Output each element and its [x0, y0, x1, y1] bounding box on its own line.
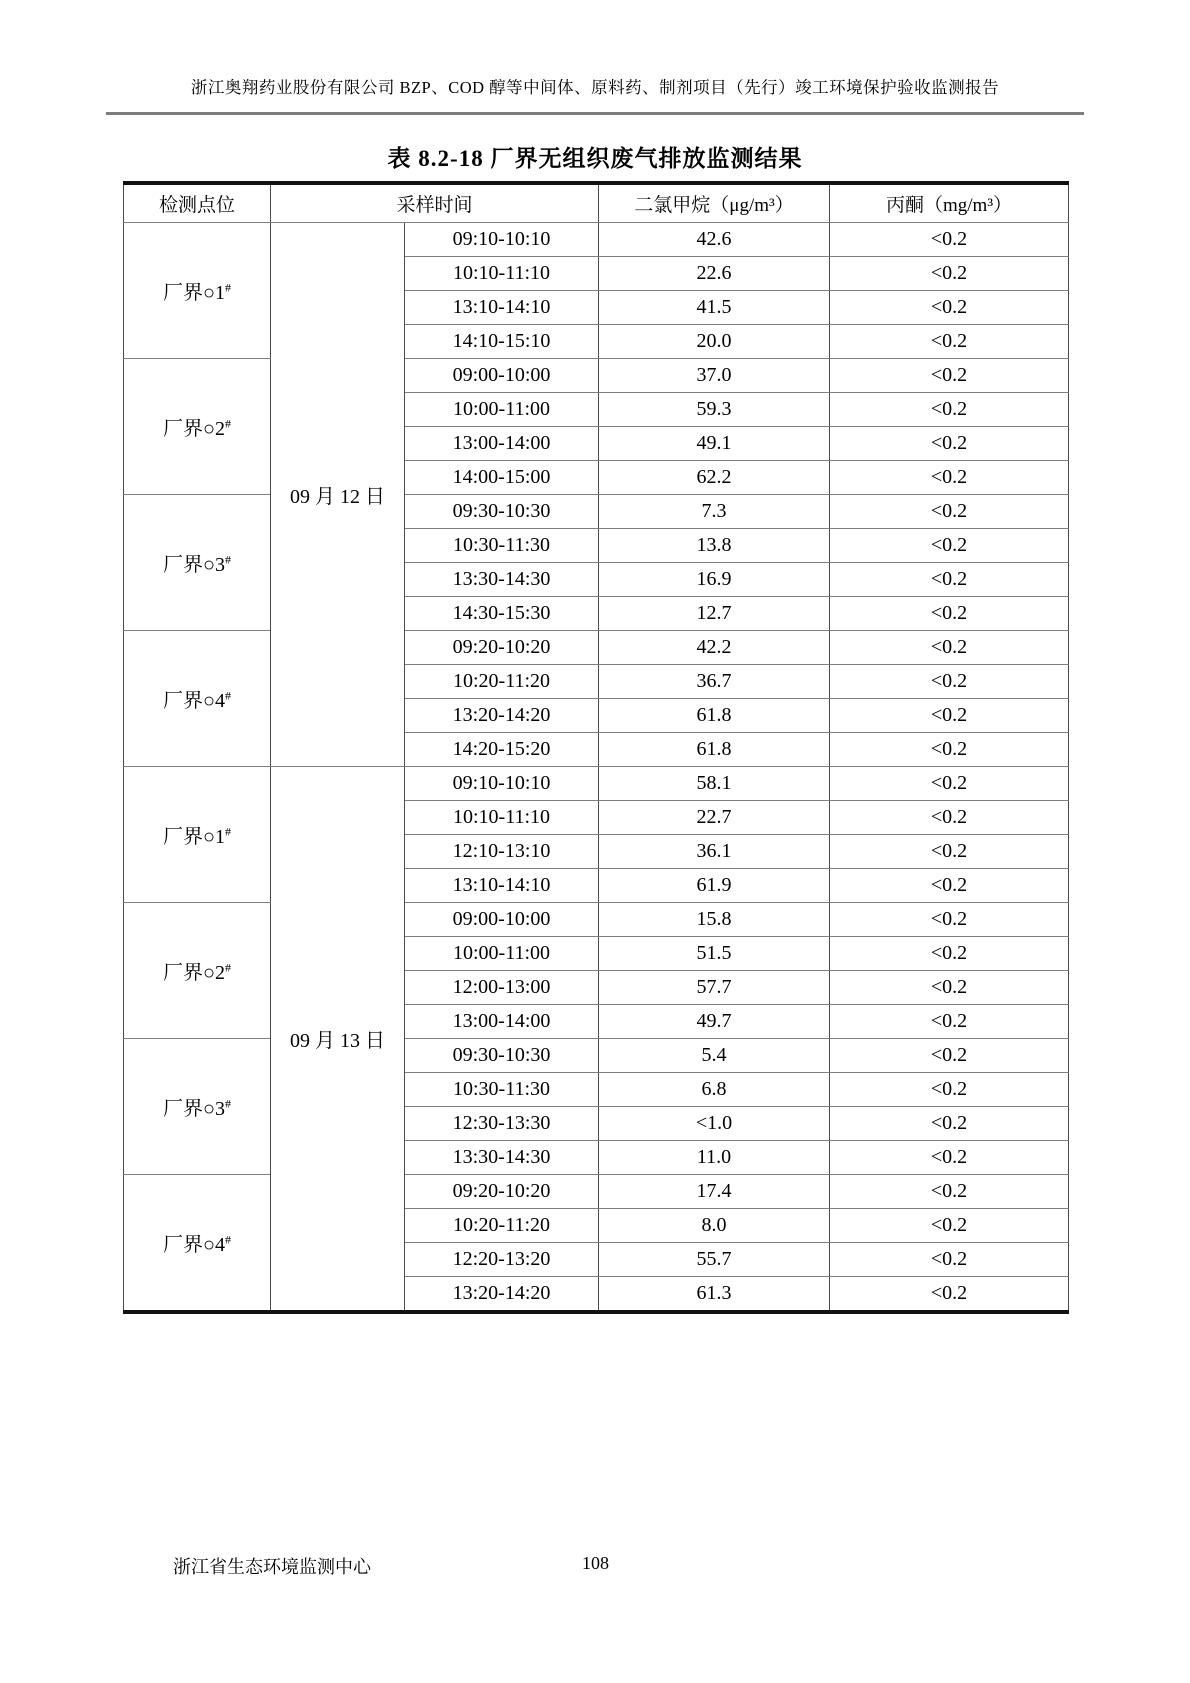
table-body	[124, 223, 1069, 1313]
acetone-value-cell: <0.2	[830, 461, 1069, 495]
time-cell: 10:30-11:30	[405, 1073, 599, 1107]
acetone-value-cell: <0.2	[830, 1073, 1069, 1107]
dichloromethane-value-cell: 55.7	[599, 1243, 830, 1277]
table-row	[124, 1175, 1069, 1209]
acetone-value-cell: <0.2	[830, 631, 1069, 665]
acetone-value-cell: <0.2	[830, 835, 1069, 869]
col-header-dichloromethane: 二氯甲烷（μg/m³）	[599, 183, 830, 223]
time-cell: 10:10-11:10	[405, 257, 599, 291]
table-header-row	[124, 183, 1069, 223]
acetone-value-cell: <0.2	[830, 1141, 1069, 1175]
dichloromethane-value-cell: 59.3	[599, 393, 830, 427]
dichloromethane-value-cell: 57.7	[599, 971, 830, 1005]
time-cell: 14:30-15:30	[405, 597, 599, 631]
time-cell: 12:10-13:10	[405, 835, 599, 869]
col-header-point: 检测点位	[124, 183, 271, 223]
dichloromethane-value-cell: 13.8	[599, 529, 830, 563]
acetone-value-cell: <0.2	[830, 563, 1069, 597]
time-cell: 13:30-14:30	[405, 563, 599, 597]
dichloromethane-value-cell: 61.9	[599, 869, 830, 903]
point-label-superscript: #	[225, 1232, 232, 1247]
acetone-value-cell: <0.2	[830, 223, 1069, 257]
time-cell: 13:00-14:00	[405, 1005, 599, 1039]
dichloromethane-value-cell: 7.3	[599, 495, 830, 529]
time-cell: 13:10-14:10	[405, 869, 599, 903]
time-cell: 09:30-10:30	[405, 1039, 599, 1073]
acetone-value-cell: <0.2	[830, 597, 1069, 631]
point-label-superscript: #	[225, 824, 232, 839]
time-cell: 09:30-10:30	[405, 495, 599, 529]
dichloromethane-value-cell: 61.8	[599, 699, 830, 733]
dichloromethane-value-cell: 16.9	[599, 563, 830, 597]
acetone-value-cell: <0.2	[830, 1039, 1069, 1073]
point-label-cell	[124, 495, 271, 631]
point-label-cell	[124, 1039, 271, 1175]
point-label: 厂界○2	[162, 962, 226, 984]
acetone-value-cell: <0.2	[830, 393, 1069, 427]
point-label-superscript: #	[225, 280, 232, 295]
dichloromethane-value-cell: 22.7	[599, 801, 830, 835]
point-label: 厂界○1	[162, 826, 226, 848]
dichloromethane-value-cell: 20.0	[599, 325, 830, 359]
time-cell: 10:20-11:20	[405, 665, 599, 699]
point-label-superscript: #	[225, 960, 232, 975]
time-cell: 09:20-10:20	[405, 631, 599, 665]
dichloromethane-value-cell: 61.3	[599, 1277, 830, 1313]
footer-org: 浙江省生态环境监测中心	[173, 1557, 371, 1577]
time-cell: 13:20-14:20	[405, 699, 599, 733]
dichloromethane-value-cell: 42.2	[599, 631, 830, 665]
point-label: 厂界○3	[162, 1098, 226, 1120]
time-cell: 09:00-10:00	[405, 903, 599, 937]
dichloromethane-value-cell: 61.8	[599, 733, 830, 767]
dichloromethane-value-cell: 41.5	[599, 291, 830, 325]
acetone-value-cell: <0.2	[830, 1107, 1069, 1141]
page-footer	[123, 1553, 1068, 1579]
time-cell: 09:20-10:20	[405, 1175, 599, 1209]
time-cell: 10:30-11:30	[405, 529, 599, 563]
time-cell: 13:20-14:20	[405, 1277, 599, 1313]
point-label-cell	[124, 631, 271, 767]
point-label: 厂界○3	[162, 554, 226, 576]
table-row	[124, 1039, 1069, 1073]
dichloromethane-value-cell: 5.4	[599, 1039, 830, 1073]
time-cell: 09:10-10:10	[405, 767, 599, 801]
point-label-cell	[124, 223, 271, 359]
col-header-sampling-time: 采样时间	[271, 183, 599, 223]
acetone-value-cell: <0.2	[830, 1175, 1069, 1209]
acetone-value-cell: <0.2	[830, 665, 1069, 699]
time-cell: 10:10-11:10	[405, 801, 599, 835]
time-cell: 09:00-10:00	[405, 359, 599, 393]
point-label: 厂界○2	[162, 418, 226, 440]
acetone-value-cell: <0.2	[830, 1277, 1069, 1313]
dichloromethane-value-cell: 36.7	[599, 665, 830, 699]
dichloromethane-value-cell: 17.4	[599, 1175, 830, 1209]
table-row	[124, 903, 1069, 937]
acetone-value-cell: <0.2	[830, 1243, 1069, 1277]
acetone-value-cell: <0.2	[830, 257, 1069, 291]
monitoring-table	[123, 181, 1069, 1314]
dichloromethane-value-cell: 58.1	[599, 767, 830, 801]
dichloromethane-value-cell: 22.6	[599, 257, 830, 291]
point-label: 厂界○4	[162, 690, 226, 712]
time-cell: 12:30-13:30	[405, 1107, 599, 1141]
running-header	[106, 76, 1084, 115]
acetone-value-cell: <0.2	[830, 733, 1069, 767]
time-cell: 14:00-15:00	[405, 461, 599, 495]
point-label-superscript: #	[225, 416, 232, 431]
time-cell: 10:00-11:00	[405, 937, 599, 971]
point-label-cell	[124, 359, 271, 495]
time-cell: 12:00-13:00	[405, 971, 599, 1005]
point-label-cell	[124, 903, 271, 1039]
acetone-value-cell: <0.2	[830, 971, 1069, 1005]
time-cell: 14:10-15:10	[405, 325, 599, 359]
table-row	[124, 767, 1069, 801]
time-cell: 09:10-10:10	[405, 223, 599, 257]
dichloromethane-value-cell: <1.0	[599, 1107, 830, 1141]
table-row	[124, 495, 1069, 529]
date-cell: 09 月 12 日	[271, 223, 405, 767]
time-cell: 13:10-14:10	[405, 291, 599, 325]
acetone-value-cell: <0.2	[830, 325, 1069, 359]
dichloromethane-value-cell: 36.1	[599, 835, 830, 869]
dichloromethane-value-cell: 11.0	[599, 1141, 830, 1175]
point-label-cell	[124, 767, 271, 903]
time-cell: 10:20-11:20	[405, 1209, 599, 1243]
time-cell: 14:20-15:20	[405, 733, 599, 767]
dichloromethane-value-cell: 6.8	[599, 1073, 830, 1107]
acetone-value-cell: <0.2	[830, 1209, 1069, 1243]
point-label: 厂界○1	[162, 282, 226, 304]
acetone-value-cell: <0.2	[830, 529, 1069, 563]
dichloromethane-value-cell: 51.5	[599, 937, 830, 971]
dichloromethane-value-cell: 8.0	[599, 1209, 830, 1243]
acetone-value-cell: <0.2	[830, 801, 1069, 835]
page-number: 108	[582, 1553, 609, 1573]
dichloromethane-value-cell: 42.6	[599, 223, 830, 257]
acetone-value-cell: <0.2	[830, 937, 1069, 971]
point-label-superscript: #	[225, 1096, 232, 1111]
dichloromethane-value-cell: 37.0	[599, 359, 830, 393]
dichloromethane-value-cell: 49.1	[599, 427, 830, 461]
point-label-cell	[124, 1175, 271, 1313]
acetone-value-cell: <0.2	[830, 767, 1069, 801]
time-cell: 10:00-11:00	[405, 393, 599, 427]
acetone-value-cell: <0.2	[830, 1005, 1069, 1039]
table-title: 表 8.2-18 厂界无组织废气排放监测结果	[387, 146, 803, 171]
table-row	[124, 359, 1069, 393]
acetone-value-cell: <0.2	[830, 495, 1069, 529]
time-cell: 13:30-14:30	[405, 1141, 599, 1175]
acetone-value-cell: <0.2	[830, 903, 1069, 937]
time-cell: 12:20-13:20	[405, 1243, 599, 1277]
date-cell: 09 月 13 日	[271, 767, 405, 1313]
dichloromethane-value-cell: 12.7	[599, 597, 830, 631]
acetone-value-cell: <0.2	[830, 427, 1069, 461]
dichloromethane-value-cell: 49.7	[599, 1005, 830, 1039]
dichloromethane-value-cell: 15.8	[599, 903, 830, 937]
point-label: 厂界○4	[162, 1234, 226, 1256]
point-label-superscript: #	[225, 688, 232, 703]
running-header-text: 浙江奥翔药业股份有限公司 BZP、COD 醇等中间体、原料药、制剂项目（先行）竣工环境保护验收监测报告	[190, 78, 1000, 97]
table-row	[124, 631, 1069, 665]
col-header-acetone: 丙酮（mg/m³）	[830, 183, 1069, 223]
acetone-value-cell: <0.2	[830, 869, 1069, 903]
acetone-value-cell: <0.2	[830, 359, 1069, 393]
time-cell: 13:00-14:00	[405, 427, 599, 461]
acetone-value-cell: <0.2	[830, 291, 1069, 325]
dichloromethane-value-cell: 62.2	[599, 461, 830, 495]
acetone-value-cell: <0.2	[830, 699, 1069, 733]
table-row	[124, 223, 1069, 257]
point-label-superscript: #	[225, 552, 232, 567]
